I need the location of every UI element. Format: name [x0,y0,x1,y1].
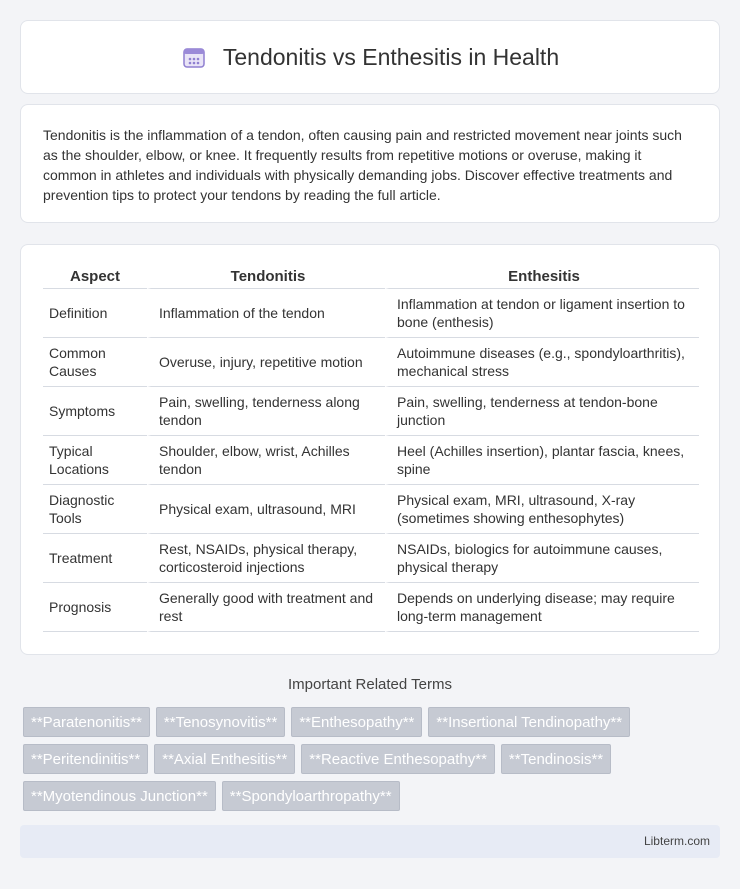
related-term-tag[interactable]: **Spondyloarthropathy** [222,781,400,811]
row-enthesitis: Physical exam, MRI, ultrasound, X-ray (sometimes showing enthesophytes) [385,485,699,534]
footer [20,825,720,858]
row-enthesitis: Pain, swelling, tenderness at tendon-bone junction [385,387,699,436]
row-enthesitis: Autoimmune diseases (e.g., spondyloarthritis), mechanical stress [385,338,699,387]
related-terms-list [23,707,723,811]
header-card [20,20,720,94]
row-aspect: Common Causes [43,338,147,387]
row-tendonitis: Overuse, injury, repetitive motion [147,338,385,387]
row-enthesitis: Depends on underlying disease; may require long-term management [385,583,699,632]
row-aspect: Prognosis [43,583,147,632]
header-tendonitis: Tendonitis [147,265,385,289]
related-term-tag[interactable]: **Peritendinitis** [23,744,148,774]
table-row [43,436,699,485]
row-aspect: Symptoms [43,387,147,436]
row-tendonitis: Shoulder, elbow, wrist, Achilles tendon [147,436,385,485]
row-aspect: Definition [43,289,147,338]
table-row [43,534,699,583]
related-term-tag[interactable]: **Tenosynovitis** [156,707,285,737]
header-enthesitis: Enthesitis [385,265,699,289]
intro-text: Tendonitis is the inflammation of a tendon, often causing pain and restricted movement near joints such as the shoulder, elbow, or knee. It frequently results from repetitive motions or overuse, making it common in athletes and individuals with physically demanding jobs. Discover effective treatments and prevention tips to protect your tendons by reading the full article. [43,127,682,203]
related-term-tag[interactable]: **Reactive Enthesopathy** [301,744,495,774]
related-term-tag[interactable]: **Axial Enthesitis** [154,744,295,774]
related-terms-title: Important Related Terms [288,676,452,693]
calendar-icon [181,44,207,70]
related-term-tag[interactable]: **Myotendinous Junction** [23,781,216,811]
page-title: Tendonitis vs Enthesitis in Health [222,43,560,70]
intro-card [20,104,720,223]
table-row [43,338,699,387]
related-term-tag[interactable]: **Enthesopathy** [291,707,422,737]
row-tendonitis: Physical exam, ultrasound, MRI [147,485,385,534]
table-row [43,387,699,436]
footer-site-link[interactable]: Libterm.com [643,834,710,848]
row-aspect: Treatment [43,534,147,583]
row-aspect: Typical Locations [43,436,147,485]
row-tendonitis: Rest, NSAIDs, physical therapy, corticosteroid injections [147,534,385,583]
row-aspect: Diagnostic Tools [43,485,147,534]
comparison-table [43,265,699,632]
table-row [43,289,699,338]
table-header-row [43,265,699,289]
comparison-card [20,244,720,655]
row-enthesitis: Inflammation at tendon or ligament insertion to bone (enthesis) [385,289,699,338]
row-enthesitis: NSAIDs, biologics for autoimmune causes, physical therapy [385,534,699,583]
row-tendonitis: Pain, swelling, tenderness along tendon [147,387,385,436]
table-row [43,485,699,534]
related-term-tag[interactable]: **Paratenonitis** [23,707,150,737]
related-term-tag[interactable]: **Insertional Tendinopathy** [428,707,630,737]
table-row [43,583,699,632]
row-tendonitis: Inflammation of the tendon [147,289,385,338]
row-tendonitis: Generally good with treatment and rest [147,583,385,632]
header-aspect: Aspect [43,265,147,289]
row-enthesitis: Heel (Achilles insertion), plantar fascia, knees, spine [385,436,699,485]
related-term-tag[interactable]: **Tendinosis** [501,744,611,774]
